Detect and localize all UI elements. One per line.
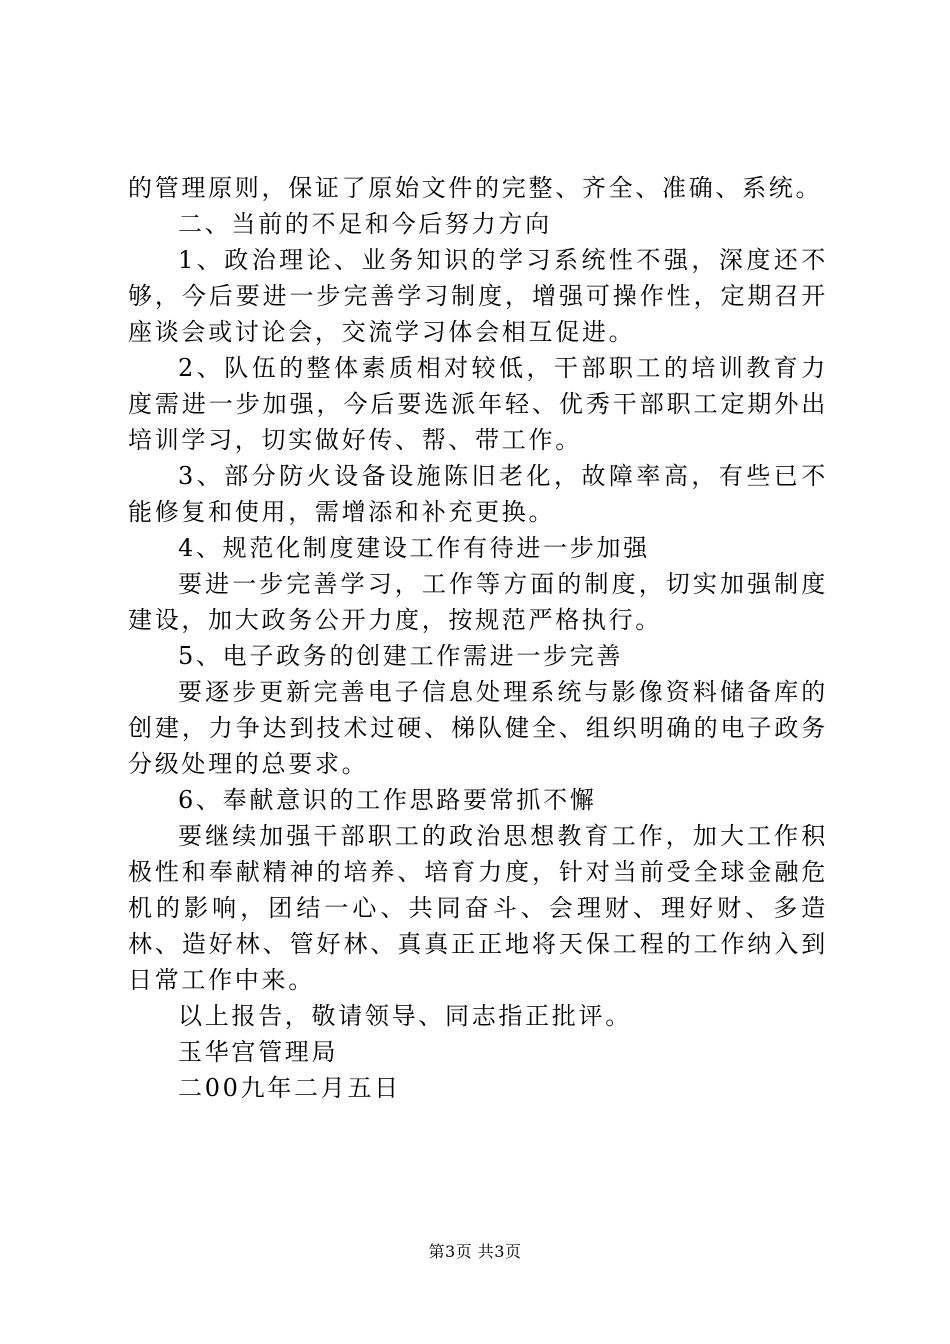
page-number-footer: 第3页 共3页 (428, 1242, 522, 1261)
paragraph-item-2: 2、队伍的整体素质相对较低，干部职工的培训教育力度需进一步加强，今后要选派年轻、优秀干部职工定期外出培训学习，切实做好传、帮、带工作。 (128, 354, 828, 454)
section-heading-2: 二、当前的不足和今后努力方向 (178, 210, 552, 238)
paragraph-item-6-heading: 6、奉献意识的工作思路要常抓不懈 (178, 786, 597, 814)
document-body (128, 170, 828, 1106)
paragraph-item-4-body: 要进一步完善学习，工作等方面的制度，切实加强制度建设，加大政务公开力度，按规范严格执行。 (128, 570, 828, 634)
paragraph-item-5-body: 要逐步更新完善电子信息处理系统与影像资料储备库的创建，力争达到技术过硬、梯队健全、组织明确的电子政务分级处理的总要求。 (128, 678, 828, 778)
signature-date: 二00九年二月五日 (178, 1074, 401, 1102)
paragraph-item-6-body: 要继续加强干部职工的政治思想教育工作，加大工作积极性和奉献精神的培养、培育力度，针对当前受全球金融危机的影响，团结一心、共同奋斗、会理财、理好财、多造林、造好林、管好林、真真正正地将天保工程的工作纳入到日常工作中来。 (128, 822, 828, 994)
paragraph-item-3: 3、部分防火设备设施陈旧老化，故障率高，有些已不能修复和使用，需增添和补充更换。 (128, 462, 828, 526)
paragraph-item-5-heading: 5、电子政务的创建工作需进一步完善 (178, 642, 624, 670)
paragraph-continuation: 的管理原则，保证了原始文件的完整、齐全、准确、系统。 (128, 174, 823, 202)
signature-organization: 玉华宫管理局 (178, 1038, 339, 1066)
paragraph-item-1: 1、政治理论、业务知识的学习系统性不强，深度还不够，今后要进一步完善学习制度，增强可操作性，定期召开座谈会或讨论会，交流学习体会相互促进。 (128, 246, 828, 346)
paragraph-item-4-heading: 4、规范化制度建设工作有待进一步加强 (178, 534, 650, 562)
closing-statement: 以上报告，敬请领导、同志指正批评。 (178, 1002, 632, 1030)
